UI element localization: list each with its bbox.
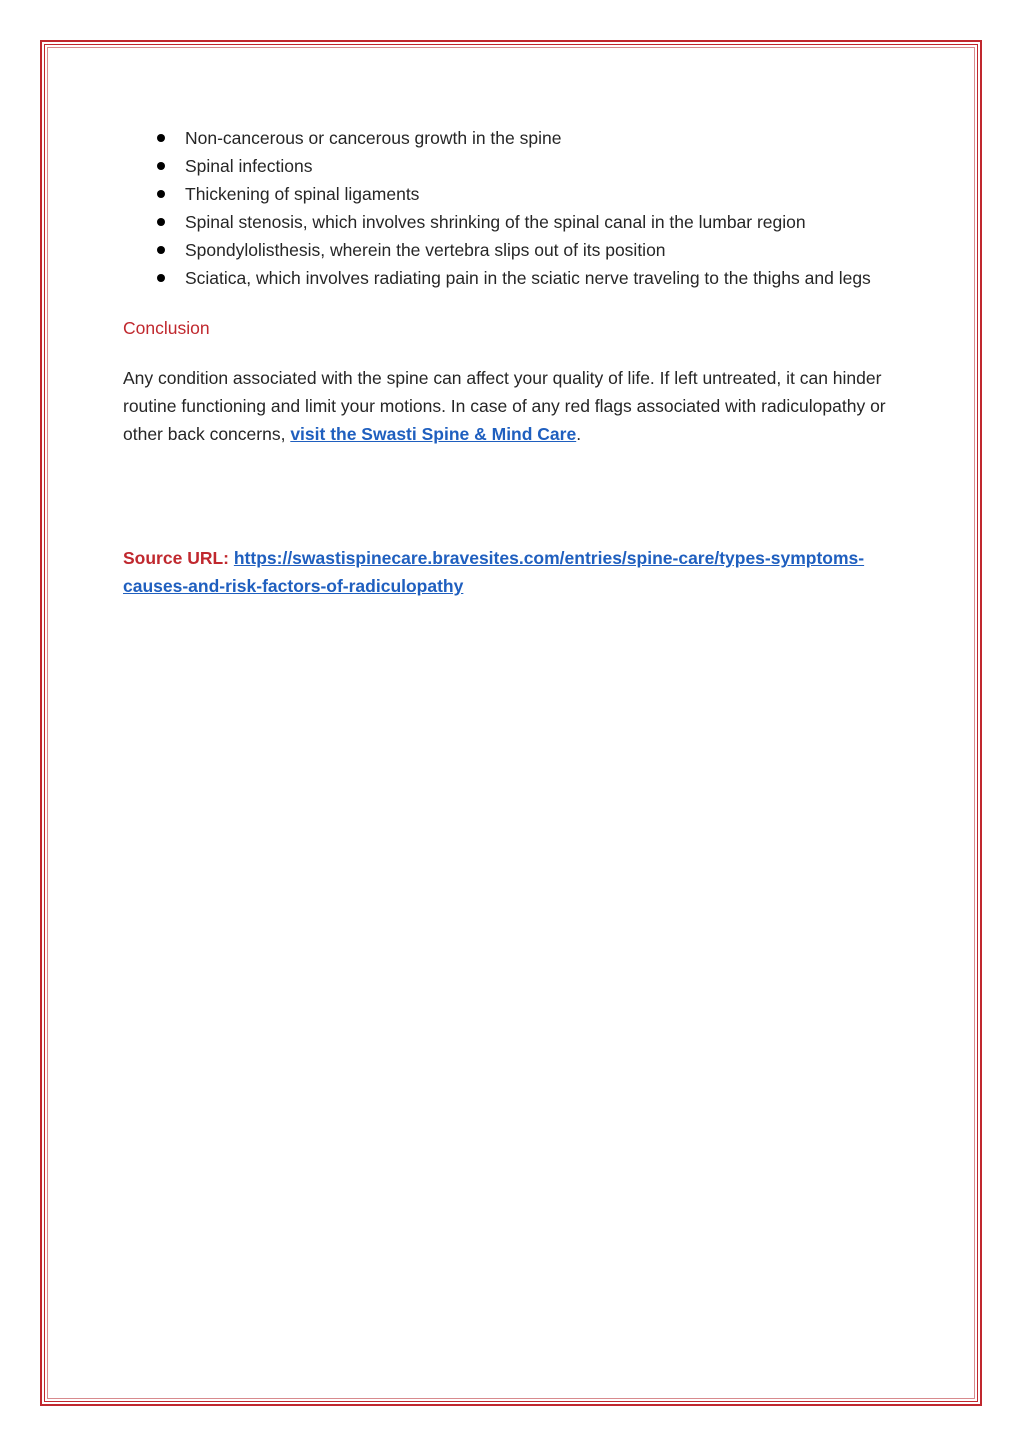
list-item-text: Sciatica, which involves radiating pain in the sciatic nerve traveling to the thighs and legs [185,268,871,288]
bullet-icon [157,190,165,198]
conclusion-text-end: . [576,424,582,444]
swasti-spine-link[interactable]: visit the Swasti Spine & Mind Care [290,424,577,444]
list-item [123,236,903,264]
conclusion-text: Any condition associated with the spine can affect your quality of life. If left untreated, it can hinder routine functioning and limit your motions. In case of any red flags associated with radiculopathy or other back concerns, [123,368,886,444]
bullet-icon [157,274,165,282]
conclusion-paragraph [123,364,903,448]
list-item-text: Thickening of spinal ligaments [185,184,420,204]
source-url-link[interactable]: https://swastispinecare.bravesites.com/entries/spine-care/types-symptoms-causes-and-risk-factors-of-radiculopathy [123,548,865,596]
list-item [123,264,903,292]
list-item-text: Spondylolisthesis, wherein the vertebra slips out of its position [185,240,666,260]
bullet-icon [157,162,165,170]
document-content [123,124,903,600]
bullet-icon [157,246,165,254]
bullet-icon [157,134,165,142]
list-item-text: Non-cancerous or cancerous growth in the spine [185,128,562,148]
causes-list [123,124,903,292]
list-item [123,124,903,152]
list-item-text: Spinal infections [185,156,313,176]
source-line [123,544,903,600]
conclusion-heading: Conclusion [123,318,210,338]
list-item [123,180,903,208]
bullet-icon [157,218,165,226]
source-label: Source URL: [123,548,229,568]
list-item-text: Spinal stenosis, which involves shrinking of the spinal canal in the lumbar region [185,212,806,232]
list-item [123,152,903,180]
list-item [123,208,903,236]
